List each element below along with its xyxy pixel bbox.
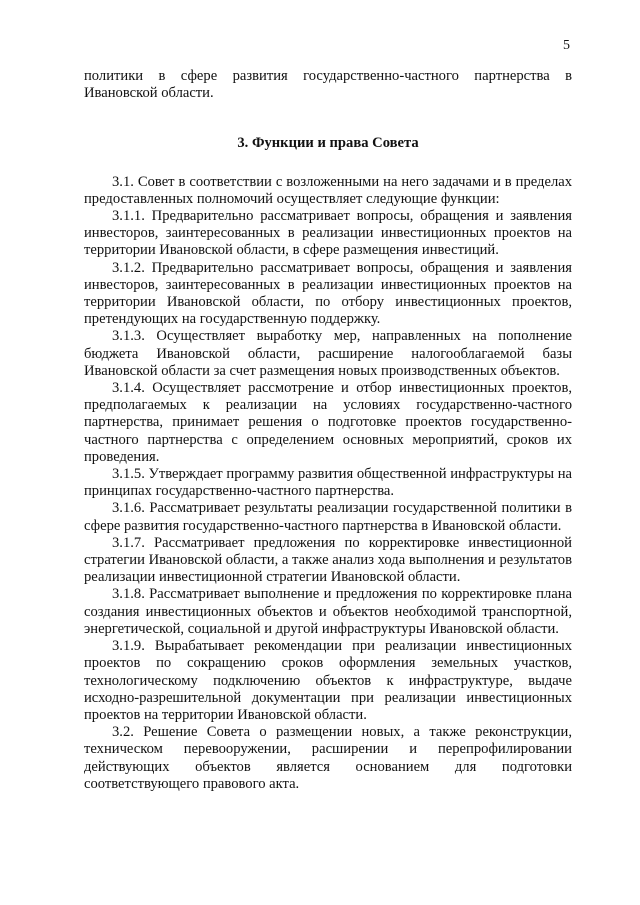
continued-paragraph: политики в сфере развития государственно-частного партнерства в Ивановской области. xyxy=(84,68,572,102)
paragraph-3-1-4: 3.1.4. Осуществляет рассмотрение и отбор инвестиционных проектов, предполагаемых к реализации на условиях государственно-частного партнерства, принимает решения о подготовке проектов государственно-частного партнерства с определением основных мероприятий, сроков их проведения. xyxy=(84,380,572,465)
paragraph-3-1-8: 3.1.8. Рассматривает выполнение и предложения по корректировке плана создания инвестиционных объектов и объектов необходимой транспортной, энергетической, социальной и другой инфраструктуры Ивановской области. xyxy=(84,586,572,637)
paragraph-3-1-9: 3.1.9. Вырабатывает рекомендации при реализации инвестиционных проектов по сокращению сроков оформления земельных участков, технологическому подключению объектов к инфраструктуре, выдаче исходно-разрешительной документации при реализации инвестиционных проектов на территории Ивановской области. xyxy=(84,638,572,723)
paragraph-3-1-2: 3.1.2. Предварительно рассматривает вопросы, обращения и заявления инвесторов, заинтересованных в реализации инвестиционных проектов на территории Ивановской области, по отбору инвестиционных проектов, претендующих на государственную поддержку. xyxy=(84,259,572,328)
section-heading: 3. Функции и права Совета xyxy=(237,135,419,152)
paragraph-3-1-7: 3.1.7. Рассматривает предложения по корректировке инвестиционной стратегии Ивановской области, а также анализ хода выполнения и результатов реализации инвестиционной стратегии Ивановской области. xyxy=(84,534,572,586)
document-body xyxy=(84,68,572,793)
paragraph-3-1: 3.1. Совет в соответствии с возложенными на него задачами и в пределах предоставленных полномочий осуществляет следующие функции: xyxy=(84,173,572,207)
paragraph-3-1-5: 3.1.5. Утверждает программу развития общественной инфраструктуры на принципах государственно-частного партнерства. xyxy=(84,466,572,500)
paragraph-3-1-6: 3.1.6. Рассматривает результаты реализации государственной политики в сфере развития государственно-частного партнерства в Ивановской области. xyxy=(84,500,572,534)
paragraph-3-1-1: 3.1.1. Предварительно рассматривает вопросы, обращения и заявления инвесторов, заинтересованных в реализации инвестиционных проектов на территории Ивановской области, в сфере размещения инвестиций. xyxy=(84,208,572,259)
page-number: 5 xyxy=(563,38,570,53)
paragraph-3-1-3: 3.1.3. Осуществляет выработку мер, направленных на пополнение бюджета Ивановской области, расширение налогооблагаемой базы Ивановской области за счет размещения новых производственных объектов. xyxy=(84,328,572,379)
paragraph-3-2: 3.2. Решение Совета о размещении новых, а также реконструкции, техническом перевооружении, расширении и перепрофилировании действующих объектов является основанием для подготовки соответствующего правового акта. xyxy=(84,724,572,792)
